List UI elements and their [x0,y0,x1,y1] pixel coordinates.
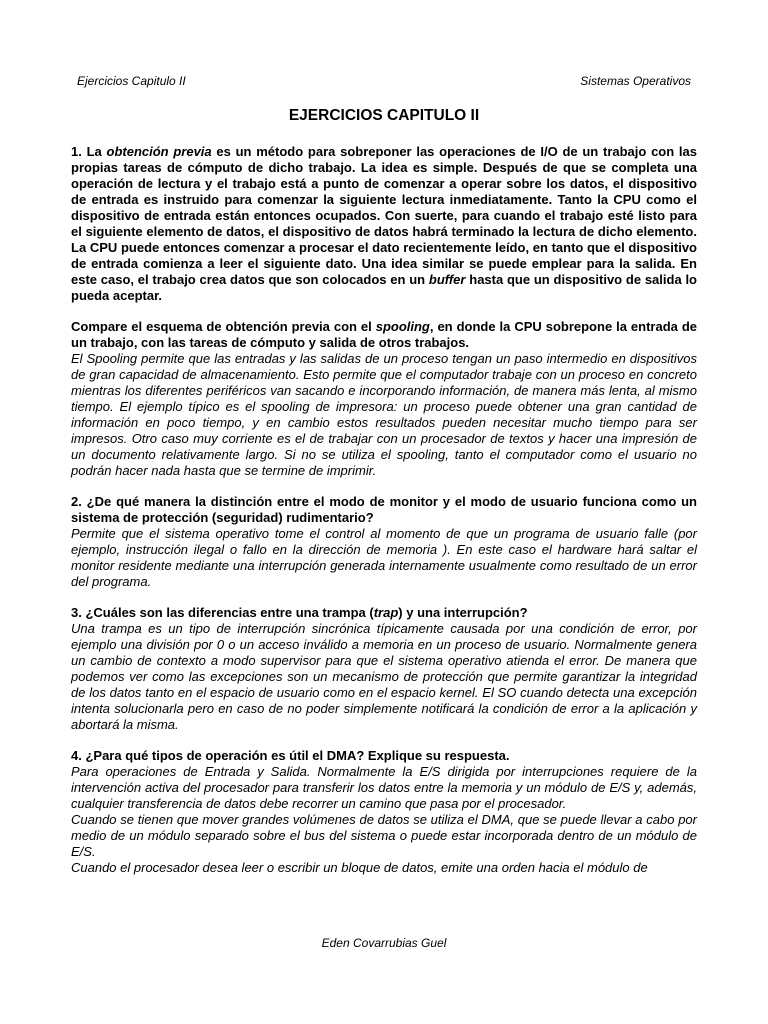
question-1-paragraph [71,144,697,304]
paragraph-gap [71,479,697,494]
question-1-text-end: hasta que un dispositivo de salida lo pueda aceptar. [71,272,697,303]
question-1b-text-end: , en donde la CPU sobrepone la entrada de un trabajo, con las tareas de cómputo y salida de otros trabajos. [71,319,698,350]
header-right: Sistemas Operativos [580,74,691,88]
answer-3: Una trampa es un tipo de interrupción sincrónica típicamente causada por una condición de error, por ejemplo una división por 0 o un acceso inválido a memoria en un proceso de usuario. Normalmente genera un cambio de contexto a modo supervisor para que el sistema operativo atienda el error. De manera que podemos ver como las excepciones son un mecanismo de protección que permite garantizar la integridad de los datos tanto en el espacio de usuario como en el espacio kernel. El SO cuando detecta una excepción intenta solucionarla pero en caso de no poder simplemente notificará la condición de error a la aplicación y abortará la misma. [71,621,697,732]
question-1-text-start: 1. La [71,144,107,159]
question-2: 2. ¿De qué manera la distinción entre el modo de monitor y el modo de usuario funciona como un sistema de protección (seguridad) rudimentario? [71,494,697,525]
term-obtencion-previa: obtención previa [106,144,212,159]
term-buffer: buffer [428,272,466,287]
question-1b-paragraph [71,319,697,351]
paragraph-gap [71,304,697,319]
question-3-text-end: ) y una interrupción? [398,605,528,620]
paragraph-gap [71,733,697,748]
question-3-paragraph [71,605,697,621]
answer-4-part-1: Para operaciones de Entrada y Salida. Normalmente la E/S dirigida por interrupciones requiere de la intervención activa del procesador para transferir los datos entre la memoria y un módulo de E/S y, además, cualquier transferencia de datos debe recorrer un camino que pasa por el procesador. [71,764,697,811]
term-trap: trap [373,605,399,620]
page-title: EJERCICIOS CAPITULO II [288,107,480,124]
question-4: 4. ¿Para qué tipos de operación es útil el DMA? Explique su respuesta. [71,748,510,763]
term-spooling: spooling [375,319,430,334]
answer-4-part-3: Cuando el procesador desea leer o escribir un bloque de datos, emite una orden hacia el módulo de [71,860,648,875]
document-body [71,144,697,876]
paragraph-gap [71,590,697,605]
answer-2: Permite que el sistema operativo tome el control al momento de que un programa de usuario falle (por ejemplo, instrucción ilegal o fallo en la dirección de memoria ). En este caso el hardware hará saltar el monitor residente mediante una interrupción generada internamente usualmente como resultado de un error del programa. [71,526,697,589]
question-1b-text-start: Compare el esquema de obtención previa con el [71,319,376,334]
header-left: Ejercicios Capitulo II [77,74,186,88]
question-3-text-start: 3. ¿Cuáles son las diferencias entre una trampa ( [71,605,374,620]
footer-author: Eden Covarrubias Guel [321,936,447,950]
answer-4-part-2: Cuando se tienen que mover grandes volúmenes de datos se utiliza el DMA, que se puede llevar a cabo por medio de un módulo separado sobre el bus del sistema o puede estar incorporada dentro de un módulo de E/S. [71,812,697,859]
question-1-text-middle: es un método para sobreponer las operaciones de I/O de un trabajo con las propias tareas de cómputo de dicho trabajo. La idea es simple. Después de que se completa una operación de lectura y el trabajo está a punto de comenzar a operar sobre los datos, el dispositivo de entrada es instruido para comenzar la siguiente lectura inmediatamente. Tanto la CPU como el dispositivo de entrada están entonces ocupados. Con suerte, para cuando el trabajo esté listo para el siguiente elemento de datos, el dispositivo de datos habrá terminado la lectura de dicho elemento. La CPU puede entonces comenzar a procesar el dato recientemente leído, en tanto que el dispositivo de entrada comienza a leer el siguiente dato. Una idea similar se puede emplear para la salida. En este caso, el trabajo crea datos que son colocados en un [71,144,697,287]
answer-1b: El Spooling permite que las entradas y las salidas de un proceso tengan un paso intermedio en dispositivos de gran capacidad de almacenamiento. Esto permite que el computador trabaje con un proceso en concreto mientras los diferentes periféricos van sacando e incorporando información, de manera más lenta, al mismo tiempo. El ejemplo típico es el spooling de impresora: un proceso puede obtener una gran cantidad de información en poco tiempo, y en cambio estos resultados pueden necesitar mucho tiempo para ser impresos. Otro caso muy corriente es el de trabajar con un procesador de textos y hacer una impresión de un documento relativamente largo. Si no se utiliza el spooling, tanto el computador como el usuario no podrán hacer nada hasta que se termine de imprimir. [71,351,697,478]
